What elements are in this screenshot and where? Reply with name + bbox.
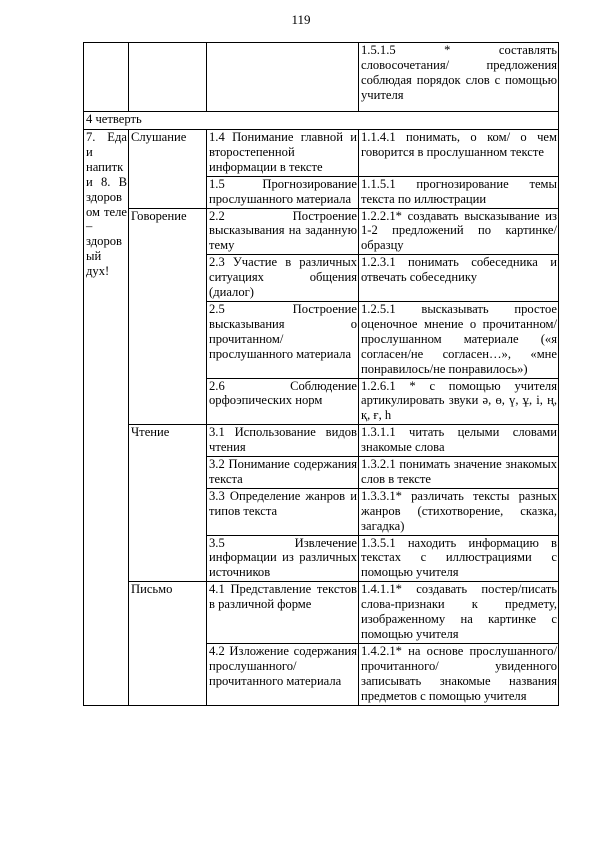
subskill-cell: 3.3 Определение жанров и типов текста <box>207 488 359 535</box>
subskill-cell: 3.5 Извлечение информации из различных источников <box>207 535 359 582</box>
objective-cell: 1.3.5.1 находить информацию в текстах с иллюстрациями с помощью учителя <box>359 535 559 582</box>
subskill-cell: 1.5 Прогнозирование прослушанного материала <box>207 176 359 208</box>
objective-cell: 1.2.5.1 высказывать простое оценочное мнение о прочитанном/ прослушанном материале («я согласен/не согласен…», «мне понравилось/не понравилось») <box>359 301 559 378</box>
empty-cell <box>84 43 129 112</box>
objective-cell: 1.3.3.1* различать тексты разных жанров (стихотворение, сказка, загадка) <box>359 488 559 535</box>
subskill-cell: 3.1 Использование видов чтения <box>207 425 359 457</box>
objective-cell: 1.4.1.1* создавать постер/писать слова-признаки к предмету, изображенному на картинке с помощью учителя <box>359 582 559 644</box>
objective-cell: 1.3.1.1 читать целыми словами знакомые слова <box>359 425 559 457</box>
subskill-cell: 2.5 Построение высказывания о прочитанном/прослушанного материала <box>207 301 359 378</box>
objective-cell: 1.4.2.1* на основе прослушанного/ прочитанного/ увиденного записывать знакомые названия предметов с помощью учителя <box>359 643 559 705</box>
subskill-cell: 2.3 Участие в различных ситуациях общения (диалог) <box>207 255 359 302</box>
curriculum-table <box>83 42 559 706</box>
empty-cell <box>129 43 207 112</box>
subskill-cell: 2.2 Построение высказывания на заданную тему <box>207 208 359 255</box>
objective-cell: 1.2.6.1 * с помощью учителя артикулировать звуки ә, ө, ү, ұ, і, ң, қ, ғ, һ <box>359 378 559 425</box>
quarter-heading: 4 четверть <box>84 112 559 130</box>
skill-cell: Письмо <box>129 582 207 705</box>
skill-cell: Говорение <box>129 208 207 425</box>
skill-cell: Слушание <box>129 130 207 209</box>
theme-cell: 7. Еда и напитки 8. В здоровом теле – здоровый дух! <box>84 130 129 706</box>
subskill-cell: 1.4 Понимание главной и второстепенной информации в тексте <box>207 130 359 177</box>
objective-cell: 1.3.2.1 понимать значение знакомых слов в тексте <box>359 457 559 489</box>
subskill-cell: 4.2 Изложение содержания прослушанного/прочитанного материала <box>207 643 359 705</box>
page-number: 119 <box>291 12 311 27</box>
table-row <box>84 208 559 255</box>
table-row <box>84 425 559 457</box>
empty-cell <box>207 43 359 112</box>
subskill-cell: 4.1 Представление текстов в различной форме <box>207 582 359 644</box>
objective-cell: 1.2.2.1* создавать высказывание из 1-2 предложений по картинке/образцу <box>359 208 559 255</box>
table-row <box>84 130 559 177</box>
objective-cell: 1.1.5.1 прогнозирование темы текста по иллюстрации <box>359 176 559 208</box>
table-row <box>84 43 559 112</box>
table-row <box>84 582 559 644</box>
quarter-row <box>84 112 559 130</box>
objective-cell: 1.2.3.1 понимать собеседника и отвечать собеседнику <box>359 255 559 302</box>
skill-cell: Чтение <box>129 425 207 582</box>
subskill-cell: 2.6 Соблюдение орфоэпических норм <box>207 378 359 425</box>
objective-cell: 1.1.4.1 понимать, о ком/ о чем говорится в прослушанном тексте <box>359 130 559 177</box>
subskill-cell: 3.2 Понимание содержания текста <box>207 457 359 489</box>
objective-cell: 1.5.1.5 * составлять словосочетания/ предложения соблюдая порядок слов с помощью учителя <box>359 43 559 112</box>
